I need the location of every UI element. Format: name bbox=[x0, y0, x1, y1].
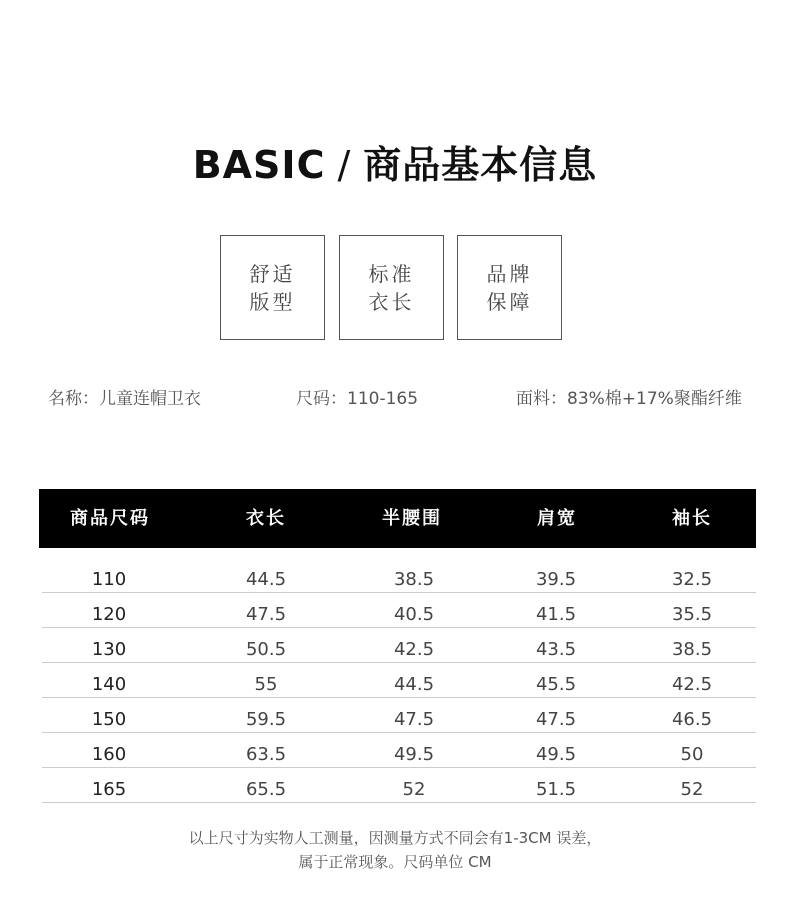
table-row bbox=[42, 663, 756, 698]
header-size: 商品尺码 bbox=[70, 508, 150, 529]
title-en: BASIC bbox=[192, 143, 326, 187]
footnote-line2: 属于正常现象。尺码单位 CM bbox=[298, 853, 492, 871]
footnote-line1: 以上尺寸为实物人工测量，因测量方式不同会有1-3CM 误差， bbox=[188, 829, 602, 847]
table-cell: 47.5 bbox=[393, 709, 435, 730]
table-cell: 50.5 bbox=[245, 639, 287, 660]
table-cell: 63.5 bbox=[245, 744, 287, 765]
table-cell: 51.5 bbox=[535, 779, 577, 800]
feature-tag-line2: 保障 bbox=[486, 289, 533, 314]
table-cell: 44.5 bbox=[245, 569, 287, 590]
table-cell: 38.5 bbox=[393, 569, 435, 590]
page-title bbox=[0, 134, 790, 189]
table-cell: 42.5 bbox=[393, 639, 435, 660]
feature-tag-brand bbox=[457, 235, 562, 340]
table-cell: 165 bbox=[91, 779, 127, 800]
table-cell: 49.5 bbox=[535, 744, 577, 765]
table-cell: 110 bbox=[91, 569, 127, 590]
table-cell: 49.5 bbox=[393, 744, 435, 765]
table-cell: 45.5 bbox=[535, 674, 577, 695]
table-cell: 52 bbox=[680, 779, 704, 800]
feature-tag-line2: 版型 bbox=[249, 289, 296, 314]
table-cell: 47.5 bbox=[535, 709, 577, 730]
table-cell: 47.5 bbox=[245, 604, 287, 625]
table-cell: 41.5 bbox=[535, 604, 577, 625]
table-row bbox=[42, 768, 756, 803]
table-row bbox=[42, 558, 756, 593]
feature-tag-line1: 舒适 bbox=[249, 261, 296, 286]
table-cell: 39.5 bbox=[535, 569, 577, 590]
product-size-range: 尺码：110-165 bbox=[296, 389, 419, 409]
table-cell: 35.5 bbox=[671, 604, 713, 625]
table-cell: 50 bbox=[680, 744, 704, 765]
table-cell: 43.5 bbox=[535, 639, 577, 660]
table-cell: 140 bbox=[91, 674, 127, 695]
feature-tag-fit bbox=[220, 235, 325, 340]
header-length: 衣长 bbox=[246, 508, 286, 529]
header-shoulder: 肩宽 bbox=[537, 508, 577, 529]
table-row bbox=[42, 593, 756, 628]
product-fabric: 面料：83%棉+17%聚酯纤维 bbox=[516, 389, 742, 409]
feature-tag-line2: 衣长 bbox=[368, 289, 415, 314]
feature-tag-length bbox=[339, 235, 444, 340]
table-cell: 44.5 bbox=[393, 674, 435, 695]
table-row bbox=[42, 698, 756, 733]
table-row bbox=[42, 628, 756, 663]
table-cell: 160 bbox=[91, 744, 127, 765]
header-sleeve: 袖长 bbox=[672, 508, 712, 529]
feature-tag-line1: 标准 bbox=[368, 261, 415, 286]
title-zh: 商品基本信息 bbox=[363, 143, 598, 187]
table-cell: 40.5 bbox=[393, 604, 435, 625]
table-cell: 55 bbox=[254, 674, 278, 695]
table-cell: 65.5 bbox=[245, 779, 287, 800]
table-row bbox=[42, 733, 756, 768]
table-cell: 32.5 bbox=[671, 569, 713, 590]
table-cell: 52 bbox=[402, 779, 426, 800]
table-cell: 38.5 bbox=[671, 639, 713, 660]
table-cell: 130 bbox=[91, 639, 127, 660]
table-cell: 46.5 bbox=[671, 709, 713, 730]
feature-tag-line1: 品牌 bbox=[486, 261, 533, 286]
header-half-waist: 半腰围 bbox=[382, 508, 442, 529]
table-cell: 120 bbox=[91, 604, 127, 625]
product-name: 名称：儿童连帽卫衣 bbox=[48, 389, 201, 409]
table-cell: 150 bbox=[91, 709, 127, 730]
table-cell: 42.5 bbox=[671, 674, 713, 695]
title-separator: / bbox=[337, 143, 352, 187]
size-table-header bbox=[39, 489, 756, 548]
table-cell: 59.5 bbox=[245, 709, 287, 730]
